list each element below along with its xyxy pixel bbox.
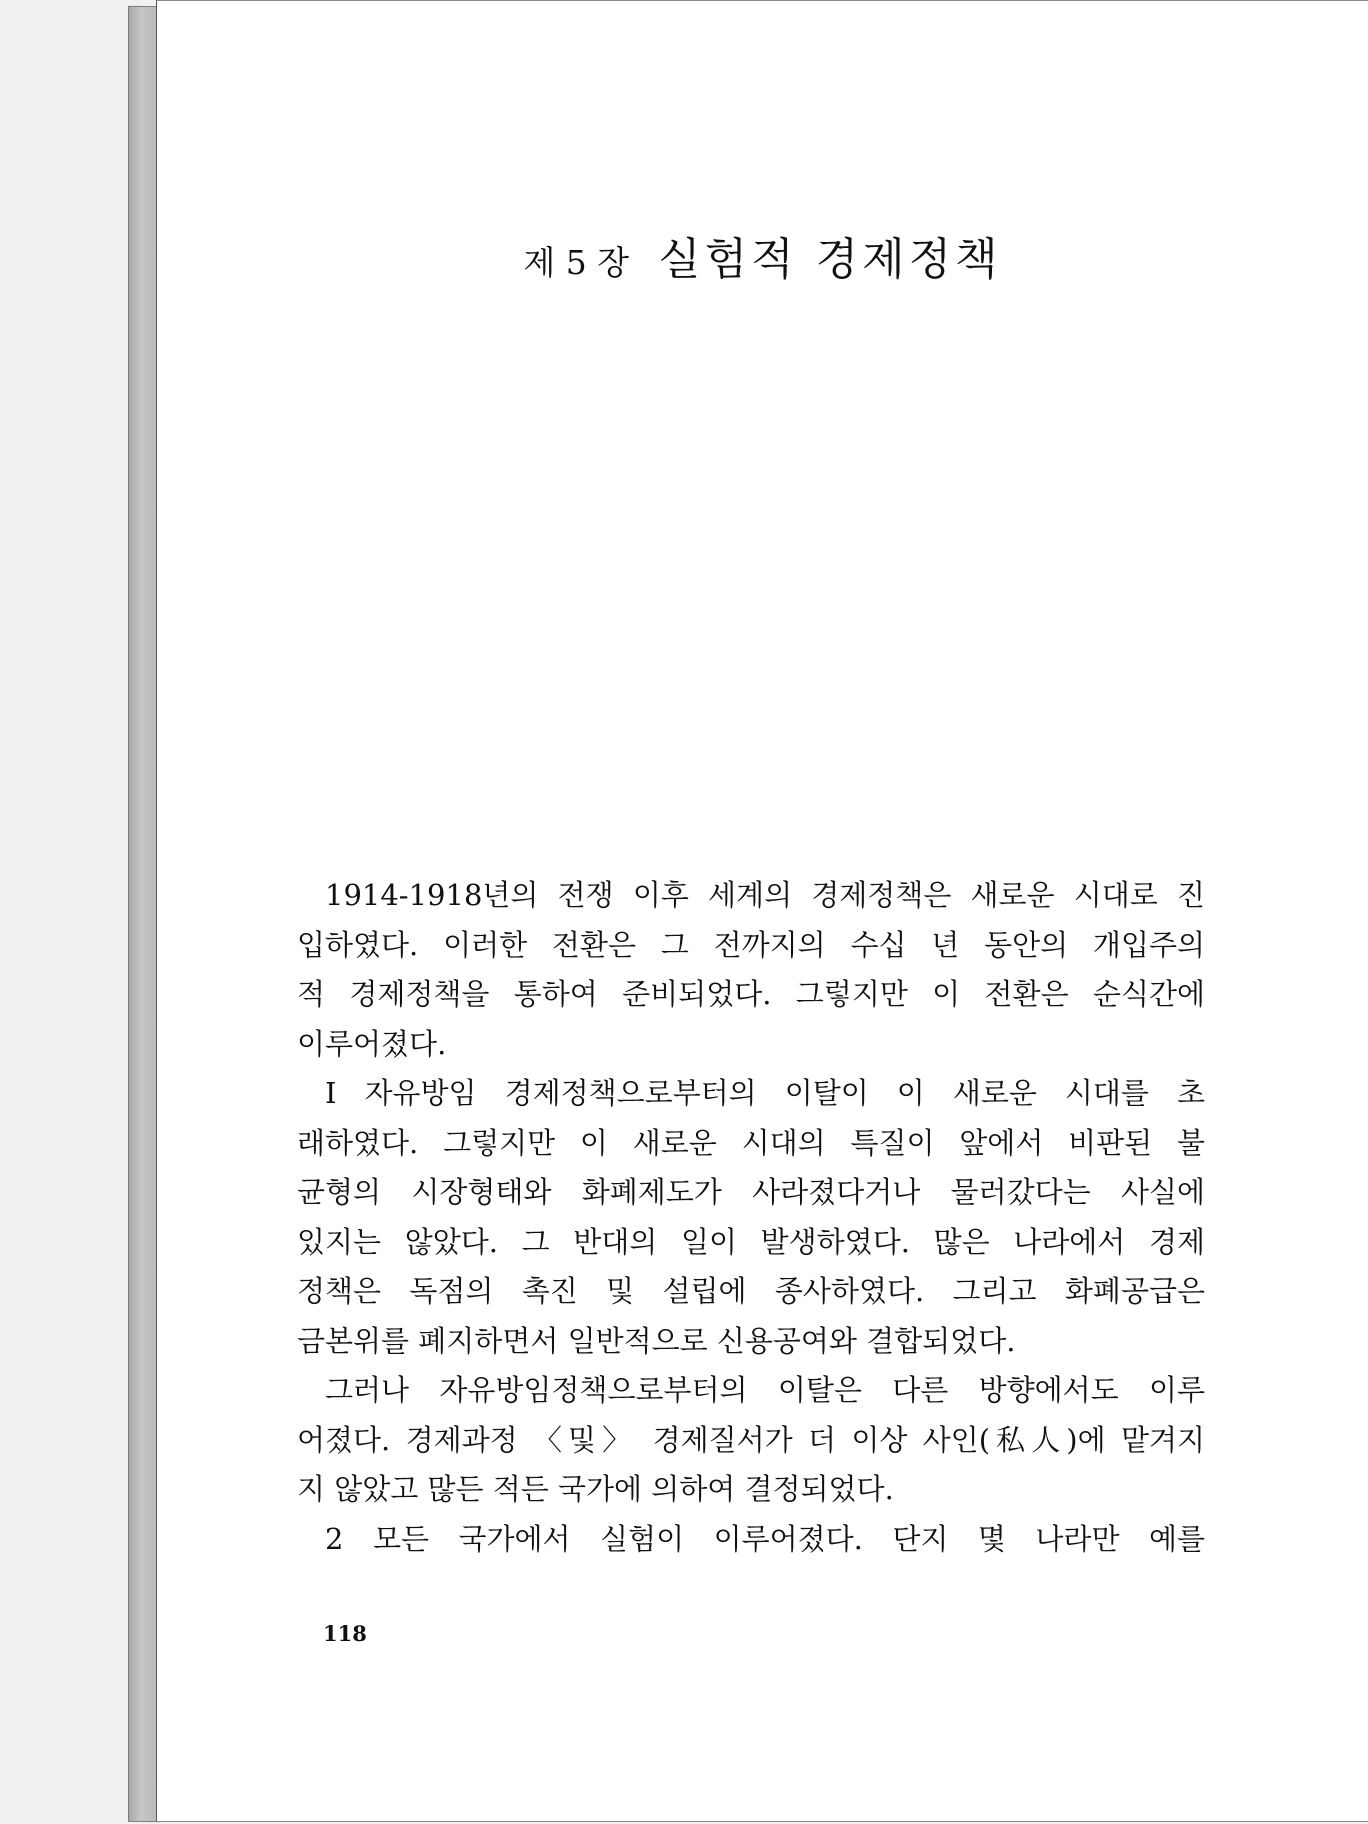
body-text [297,871,1365,1564]
text-line: 래하였다. 그렇지만 이 새로운 시대의 특질이 앞에서 비판된 불 [297,1125,1205,1160]
text-line: 금본위를 폐지하면서 일반적으로 신용공여와 결합되었다. [297,1323,1016,1358]
text-line: 1914-1918년의 전쟁 이후 세계의 경제정책은 새로운 시대로 진 [325,878,1205,912]
text-line: 입하였다. 이러한 전환은 그 전까지의 수십 년 동안의 개입주의 [297,927,1205,962]
text-line: 어졌다. 경제과정 〈및〉 경제질서가 더 이상 사인(私人)에 맡겨지 [297,1422,1205,1457]
text-line: 그러나 자유방임정책으로부터의 이탈은 다른 방향에서도 이루 [325,1373,1205,1407]
book-page [156,0,1368,1822]
page-number: 118 [323,1621,367,1646]
text-line: 지 않았고 많든 적든 국가에 의하여 결정되었다. [297,1472,894,1506]
chapter-title: 실험적 경제정책 [658,234,1002,285]
chapter-heading [157,223,1368,287]
text-line: 정책은 독점의 촉진 및 설립에 종사하였다. 그리고 화폐공급은 [297,1274,1205,1308]
text-line: 2 모든 국가에서 실험이 이루어졌다. 단지 몇 나라만 예를 [325,1521,1205,1556]
text-line: 적 경제정책을 통하여 준비되었다. 그렇지만 이 전환은 순식간에 [297,977,1205,1011]
text-line: 균형의 시장형태와 화폐제도가 사라졌다거나 물러갔다는 사실에 [297,1175,1205,1209]
text-line: 이루어졌다. [297,1026,447,1061]
text-line: 있지는 않았다. 그 반대의 일이 발생하였다. 많은 나라에서 경제 [297,1224,1205,1259]
chapter-number: 제 5 장 [523,243,630,282]
text-line: I 자유방임 경제정책으로부터의 이탈이 이 새로운 시대를 초 [325,1076,1205,1110]
